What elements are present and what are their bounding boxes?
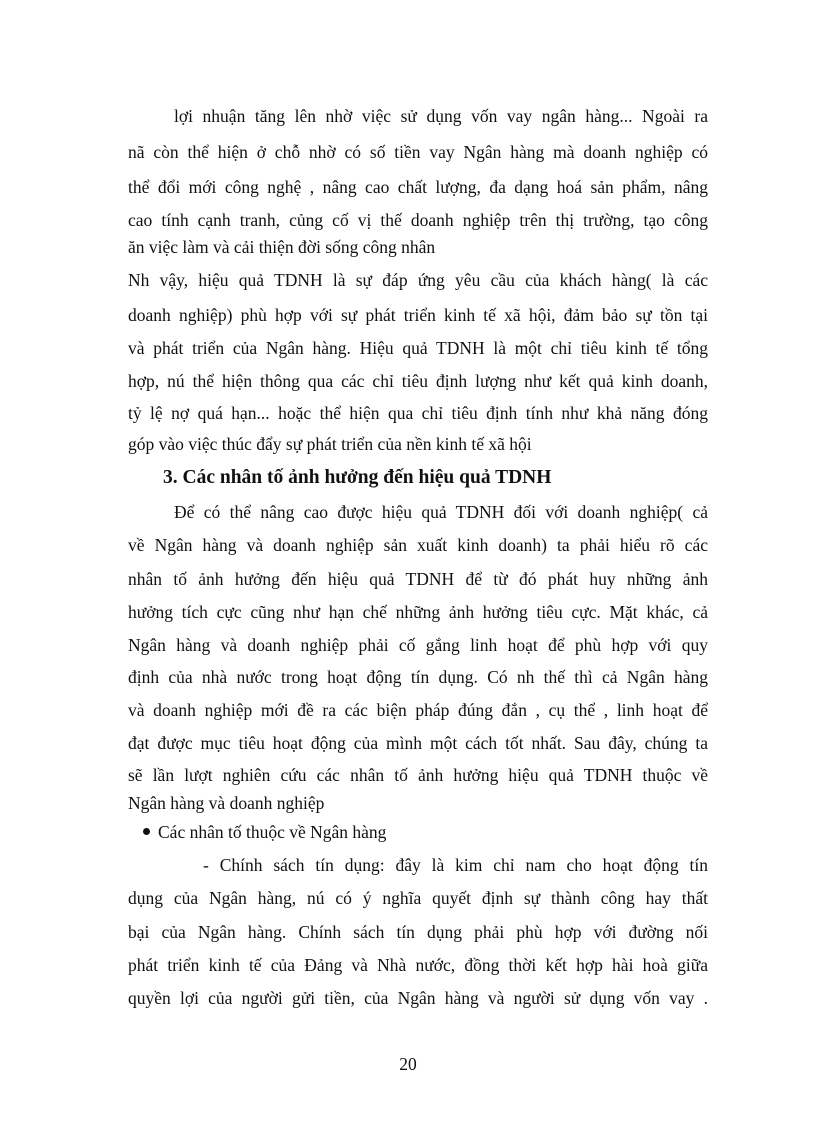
paragraph-1-line-3: thể đổi mới công nghệ , nâng cao chất lượng, đa dạng hoá sản phẩm, nâng xyxy=(128,177,708,197)
paragraph-3-line-2: về Ngân hàng và doanh nghiệp sản xuất kinh doanh) ta phải hiểu rõ các xyxy=(128,535,708,555)
paragraph-4-line-5: quyền lợi của người gửi tiền, của Ngân hàng và người sử dụng vốn vay . xyxy=(128,988,708,1008)
paragraph-3-line-10: Ngân hàng và doanh nghiệp xyxy=(128,793,325,813)
paragraph-2-line-6: góp vào việc thúc đẩy sự phát triển của nền kinh tế xã hội xyxy=(128,434,532,454)
paragraph-4-line-1: - Chính sách tín dụng: đây là kim chỉ nam cho hoạt động tín xyxy=(203,855,708,875)
bullet-item xyxy=(143,820,386,844)
bullet-dot-icon xyxy=(143,828,150,835)
bullet-text: Các nhân tố thuộc về Ngân hàng xyxy=(158,822,387,842)
paragraph-3-line-4: hưởng tích cực cũng như hạn chế những ảnh hưởng tiêu cực. Mặt khác, cả xyxy=(128,602,708,622)
paragraph-3-line-1: Để có thể nâng cao được hiệu quả TDNH đối với doanh nghiệp( cả xyxy=(174,502,708,522)
paragraph-4-line-3: bại của Ngân hàng. Chính sách tín dụng phải phù hợp với đường nối xyxy=(128,922,708,942)
page-number: 20 xyxy=(399,1054,417,1074)
paragraph-1-line-5: ăn việc làm và cải thiện đời sống công nhân xyxy=(128,237,436,257)
paragraph-3-line-3: nhân tố ảnh hưởng đến hiệu quả TDNH để từ đó phát huy những ảnh xyxy=(128,569,708,589)
paragraph-2-line-4: hợp, nú thể hiện thông qua các chỉ tiêu định lượng như kết quả kinh doanh, xyxy=(128,371,708,391)
paragraph-3-line-7: và doanh nghiệp mới đề ra các biện pháp đúng đắn , cụ thể , linh hoạt để xyxy=(128,700,708,720)
section-heading: 3. Các nhân tố ảnh hưởng đến hiệu quả TDNH xyxy=(163,467,552,488)
paragraph-2-line-3: và phát triển của Ngân hàng. Hiệu quả TDNH là một chỉ tiêu kinh tế tổng xyxy=(128,338,708,358)
paragraph-1-line-2: nã còn thể hiện ở chỗ nhờ có số tiền vay Ngân hàng mà doanh nghiệp có xyxy=(128,142,708,162)
paragraph-4-line-4: phát triển kinh tế của Đảng và Nhà nước, đồng thời kết hợp hài hoà giữa xyxy=(128,955,708,975)
paragraph-3-line-6: định của nhà nước trong hoạt động tín dụng. Có nh thế thì cả Ngân hàng xyxy=(128,667,708,687)
paragraph-4-line-2: dụng của Ngân hàng, nú có ý nghĩa quyết định sự thành công hay thất xyxy=(128,888,708,908)
paragraph-2-line-2: doanh nghiệp) phù hợp với sự phát triển kinh tế xã hội, đảm bảo sự tồn tại xyxy=(128,305,708,325)
paragraph-3-line-9: sẽ lần lượt nghiên cứu các nhân tố ảnh hưởng hiệu quả TDNH thuộc về xyxy=(128,765,708,785)
paragraph-3-line-8: đạt được mục tiêu hoạt động của mình một cách tốt nhất. Sau đây, chúng ta xyxy=(128,733,708,753)
paragraph-1-line-1: lợi nhuận tăng lên nhờ việc sử dụng vốn vay ngân hàng... Ngoài ra xyxy=(174,106,708,126)
paragraph-3-line-5: Ngân hàng và doanh nghiệp phải cố gắng linh hoạt để phù hợp với quy xyxy=(128,635,708,655)
paragraph-2-line-1: Nh vậy, hiệu quả TDNH là sự đáp ứng yêu cầu của khách hàng( là các xyxy=(128,270,708,290)
paragraph-2-line-5: tỷ lệ nợ quá hạn... hoặc thể hiện qua chỉ tiêu định tính như khả năng đóng xyxy=(128,403,708,423)
paragraph-1-line-4: cao tính cạnh tranh, củng cố vị thế doanh nghiệp trên thị trường, tạo công xyxy=(128,210,708,230)
